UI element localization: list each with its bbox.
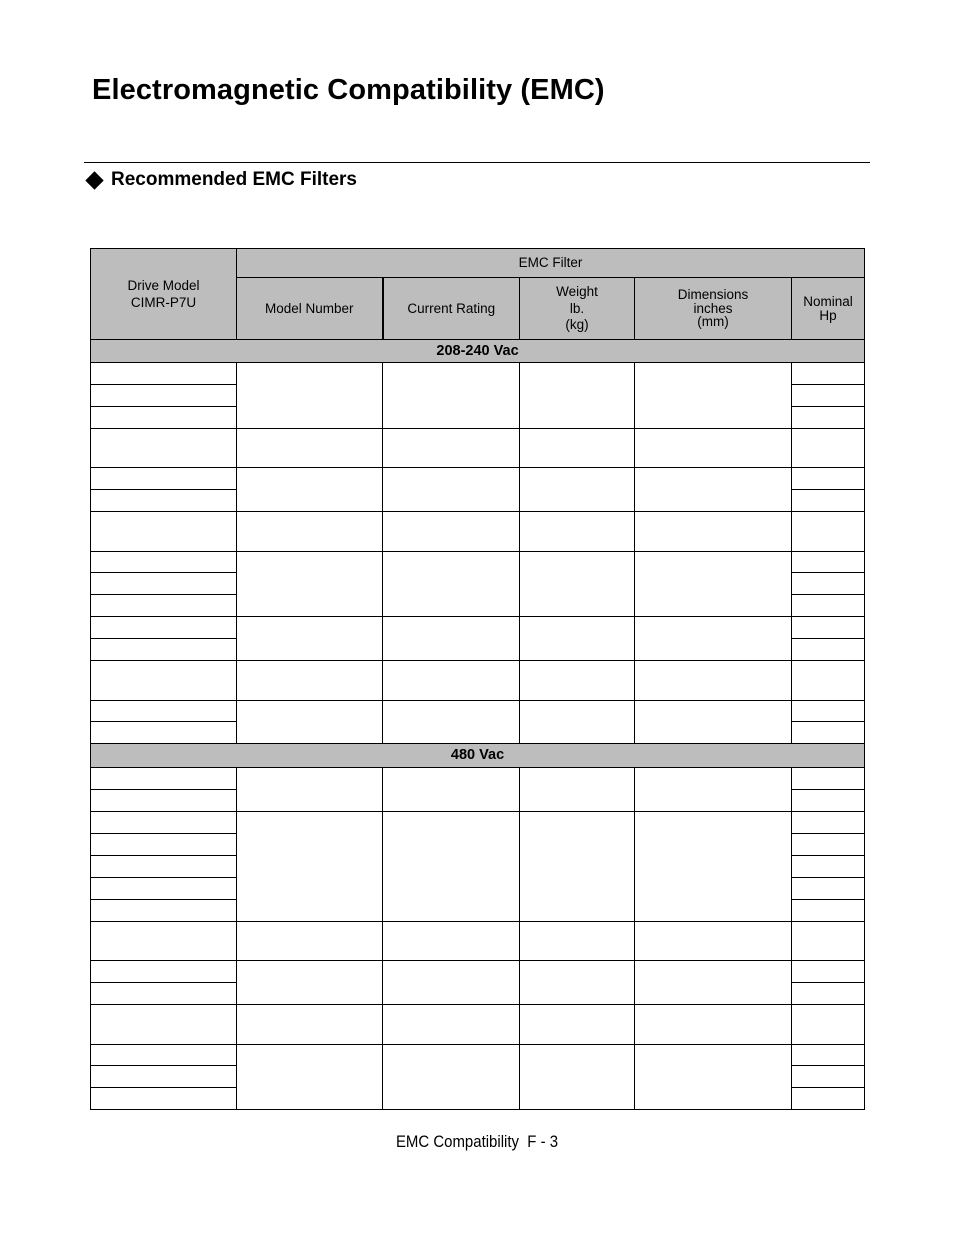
drive-model-cell: [91, 768, 237, 790]
model-number-header: Model Number: [237, 278, 383, 340]
model-number-cell: [237, 768, 383, 812]
drive-model-cell: [91, 429, 237, 468]
dimensions-cell: [635, 512, 792, 552]
section-heading: [84, 169, 357, 191]
weight-cell: [520, 1005, 635, 1045]
section-row-208-240: 208-240 Vac: [91, 340, 865, 363]
table-row: [91, 1005, 865, 1045]
nominal-hp-header-line1: Nominal: [803, 294, 853, 309]
weight-cell: [520, 363, 635, 429]
weight-cell: [520, 1045, 635, 1110]
nominal-hp-cell: [792, 701, 865, 722]
drive-model-cell: [91, 701, 237, 722]
nominal-hp-cell: [792, 595, 865, 617]
drive-model-header-line1: Drive Model: [127, 278, 200, 293]
current-rating-cell: [383, 812, 520, 922]
nominal-hp-cell: [792, 1005, 865, 1045]
model-number-cell: [237, 961, 383, 1005]
nominal-hp-cell: [792, 363, 865, 385]
weight-cell: [520, 512, 635, 552]
weight-header-line3: (kg): [565, 317, 589, 333]
nominal-hp-cell: [792, 900, 865, 922]
page-footer: EMC Compatibility F - 3: [395, 1132, 559, 1151]
model-number-cell: [237, 1045, 383, 1110]
dimensions-cell: [635, 617, 792, 661]
drive-model-cell: [91, 490, 237, 512]
drive-model-cell: [91, 1088, 237, 1110]
table-row: [91, 617, 865, 639]
drive-model-cell: [91, 961, 237, 983]
model-number-cell: [237, 429, 383, 468]
nominal-hp-cell: [792, 617, 865, 639]
page-title: Electromagnetic Compatibility (EMC): [92, 74, 605, 106]
nominal-hp-cell: [792, 573, 865, 595]
table-row: [91, 468, 865, 490]
nominal-hp-cell: [792, 961, 865, 983]
current-rating-cell: [383, 701, 520, 744]
current-rating-cell: [383, 363, 520, 429]
weight-cell: [520, 661, 635, 701]
nominal-hp-header: [792, 278, 865, 340]
drive-model-cell: [91, 1005, 237, 1045]
dimensions-cell: [635, 661, 792, 701]
drive-model-cell: [91, 661, 237, 701]
table-row: [91, 429, 865, 468]
dimensions-cell: [635, 468, 792, 512]
current-rating-cell: [383, 617, 520, 661]
drive-model-cell: [91, 812, 237, 834]
weight-cell: [520, 617, 635, 661]
nominal-hp-cell: [792, 983, 865, 1005]
current-rating-cell: [383, 512, 520, 552]
nominal-hp-cell: [792, 812, 865, 834]
model-number-cell: [237, 552, 383, 617]
section-heading-text: Recommended EMC Filters: [111, 169, 357, 190]
table-row: [91, 961, 865, 983]
dimensions-header-line1: Dimensions: [677, 287, 749, 303]
drive-model-cell: [91, 595, 237, 617]
drive-model-cell: [91, 573, 237, 595]
weight-cell: [520, 429, 635, 468]
model-number-cell: [237, 701, 383, 744]
dimensions-cell: [635, 1005, 792, 1045]
drive-model-header-line2: CIMR-P7U: [130, 294, 197, 310]
table-row: [91, 363, 865, 385]
current-rating-cell: [383, 1005, 520, 1045]
current-rating-cell: [383, 768, 520, 812]
dimensions-cell: [635, 961, 792, 1005]
nominal-hp-cell: [792, 552, 865, 573]
table-row: [91, 552, 865, 573]
current-rating-cell: [383, 961, 520, 1005]
drive-model-cell: [91, 407, 237, 429]
model-number-cell: [237, 922, 383, 961]
drive-model-cell: [91, 512, 237, 552]
drive-model-cell: [91, 834, 237, 856]
nominal-hp-cell: [792, 385, 865, 407]
weight-cell: [520, 961, 635, 1005]
nominal-hp-header-line2: Hp: [819, 307, 837, 323]
dimensions-header-line2: inches: [693, 300, 733, 316]
nominal-hp-cell: [792, 768, 865, 790]
model-number-cell: [237, 617, 383, 661]
dimensions-header: [635, 278, 792, 340]
drive-model-cell: [91, 900, 237, 922]
weight-header-line1: Weight: [556, 284, 598, 300]
drive-model-cell: [91, 878, 237, 900]
current-rating-cell: [383, 429, 520, 468]
model-number-cell: [237, 812, 383, 922]
nominal-hp-cell: [792, 512, 865, 552]
nominal-hp-cell: [792, 722, 865, 744]
drive-model-cell: [91, 639, 237, 661]
model-number-cell: [237, 363, 383, 429]
nominal-hp-cell: [792, 834, 865, 856]
dimensions-cell: [635, 1045, 792, 1110]
nominal-hp-cell: [792, 468, 865, 490]
drive-model-cell: [91, 617, 237, 639]
dimensions-cell: [635, 768, 792, 812]
table-row: [91, 768, 865, 790]
current-rating-cell: [383, 922, 520, 961]
nominal-hp-cell: [792, 1045, 865, 1066]
drive-model-cell: [91, 552, 237, 573]
nominal-hp-cell: [792, 1088, 865, 1110]
diamond-bullet-icon: [85, 171, 103, 189]
current-rating-cell: [383, 661, 520, 701]
weight-cell: [520, 922, 635, 961]
emc-filter-table: [90, 248, 865, 1110]
weight-cell: [520, 812, 635, 922]
weight-cell: [520, 768, 635, 812]
drive-model-header: [91, 249, 237, 340]
drive-model-cell: [91, 983, 237, 1005]
nominal-hp-cell: [792, 407, 865, 429]
dimensions-cell: [635, 922, 792, 961]
weight-cell: [520, 552, 635, 617]
weight-header: [520, 278, 635, 340]
nominal-hp-cell: [792, 490, 865, 512]
weight-cell: [520, 701, 635, 744]
nominal-hp-cell: [792, 790, 865, 812]
nominal-hp-cell: [792, 429, 865, 468]
current-rating-cell: [383, 468, 520, 512]
table-row: [91, 701, 865, 722]
nominal-hp-cell: [792, 856, 865, 878]
nominal-hp-cell: [792, 639, 865, 661]
drive-model-cell: [91, 363, 237, 385]
weight-cell: [520, 468, 635, 512]
model-number-cell: [237, 1005, 383, 1045]
drive-model-cell: [91, 468, 237, 490]
table-row: [91, 812, 865, 834]
emc-filter-group-header: EMC Filter: [237, 249, 865, 278]
drive-model-cell: [91, 922, 237, 961]
drive-model-cell: [91, 722, 237, 744]
drive-model-cell: [91, 385, 237, 407]
nominal-hp-cell: [792, 661, 865, 701]
drive-model-cell: [91, 856, 237, 878]
current-rating-cell: [383, 552, 520, 617]
current-rating-cell: [383, 1045, 520, 1110]
dimensions-cell: [635, 363, 792, 429]
dimensions-header-line3: (mm): [697, 314, 729, 330]
table-row: [91, 661, 865, 701]
drive-model-cell: [91, 1045, 237, 1066]
drive-model-cell: [91, 790, 237, 812]
model-number-cell: [237, 468, 383, 512]
nominal-hp-cell: [792, 878, 865, 900]
nominal-hp-cell: [792, 922, 865, 961]
table-row: [91, 512, 865, 552]
dimensions-cell: [635, 812, 792, 922]
current-rating-header: Current Rating: [383, 278, 520, 340]
table-row: [91, 922, 865, 961]
nominal-hp-cell: [792, 1066, 865, 1088]
model-number-cell: [237, 661, 383, 701]
section-row-480: 480 Vac: [91, 744, 865, 768]
dimensions-cell: [635, 701, 792, 744]
weight-header-line2: lb.: [569, 300, 585, 316]
dimensions-cell: [635, 552, 792, 617]
model-number-cell: [237, 512, 383, 552]
section-divider: [84, 162, 870, 163]
table-row: [91, 1045, 865, 1066]
dimensions-cell: [635, 429, 792, 468]
drive-model-cell: [91, 1066, 237, 1088]
